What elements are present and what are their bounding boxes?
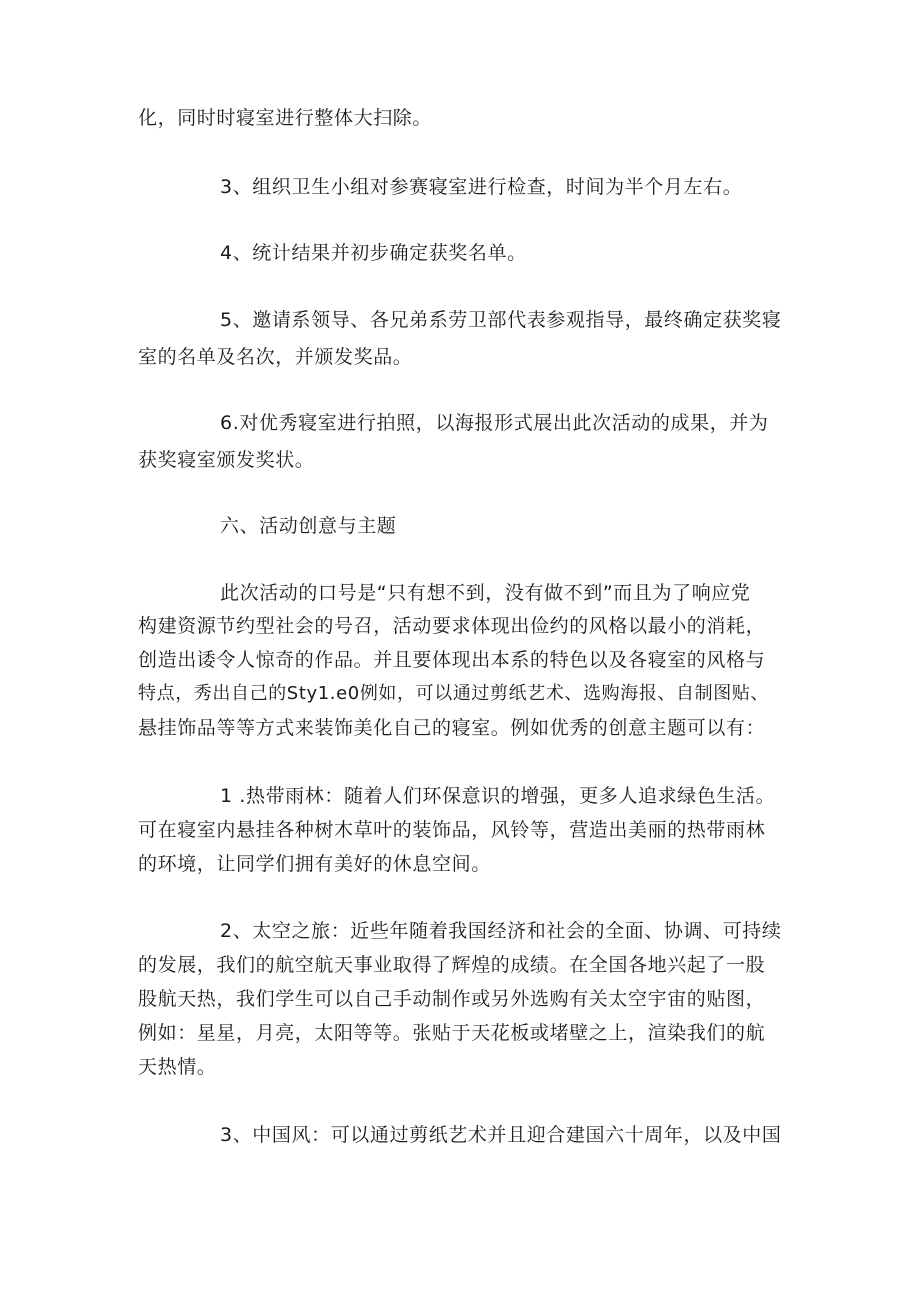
theme-item-1: 1 .热带雨林：随着人们环保意识的增强，更多人追求绿色生活。 [220, 785, 776, 807]
list-item-3: 3、组织卫生小组对参赛寝室进行检查，时间为半个月左右。 [220, 176, 743, 198]
paragraph-line: 构建资源节约型社会的号召，活动要求体现出俭约的风格以最小的消耗， [138, 615, 766, 637]
list-item-4: 4、统计结果并初步确定获奖名单。 [220, 242, 527, 264]
paragraph-line: 天热情。 [138, 1056, 217, 1078]
paragraph-line: 悬挂饰品等等方式来装饰美化自己的寝室。例如优秀的创意主题可以有： [138, 717, 766, 739]
text-line: 获奖寝室颁发奖状。 [138, 449, 315, 471]
section-heading: 六、活动创意与主题 [220, 515, 397, 537]
paragraph-line: 创造出诿令人惊奇的作品。并且要体现出本系的特色以及各寝室的风格与 [138, 649, 766, 671]
paragraph-line: 此次活动的口号是“只有想不到，没有做不到”而且为了响应党 [220, 582, 751, 604]
paragraph-line: 的环境，让同学们拥有美好的休息空间。 [138, 853, 491, 875]
theme-item-2: 2、太空之旅：近些年随着我国经济和社会的全面、协调、可持续 [220, 920, 782, 942]
list-item-6: 6.对优秀寝室进行拍照，以海报形式展出此次活动的成果，并为 [220, 412, 769, 434]
paragraph-line: 可在寝室内悬挂各种树木草叶的装饰品，风铃等，营造出美丽的热带雨林 [138, 819, 766, 841]
paragraph-line: 的发展，我们的航空航天事业取得了辉煌的成绩。在全国各地兴起了一股 [138, 954, 766, 976]
text-line: 室的名单及名次，并颁发奖品。 [138, 346, 413, 368]
paragraph-line: 例如：星星，月亮，太阳等等。张贴于天花板或堵壁之上，渲染我们的航 [138, 1022, 766, 1044]
paragraph-line: 股航天热，我们学生可以自己手动制作或另外选购有关太空宇宙的贴图， [138, 988, 766, 1010]
list-item-5: 5、邀请系领导、各兄弟系劳卫部代表参观指导，最终确定获奖寝 [220, 309, 782, 331]
text-line: 化，同时时寝室进行整体大扫除。 [138, 107, 433, 129]
paragraph-line: 特点，秀出自己的Sty1.e0例如，可以通过剪纸艺术、选购海报、自制图贴、 [138, 683, 770, 704]
theme-item-3: 3、中国风：可以通过剪纸艺术并且迎合建国六十周年，以及中国 [220, 1124, 782, 1146]
